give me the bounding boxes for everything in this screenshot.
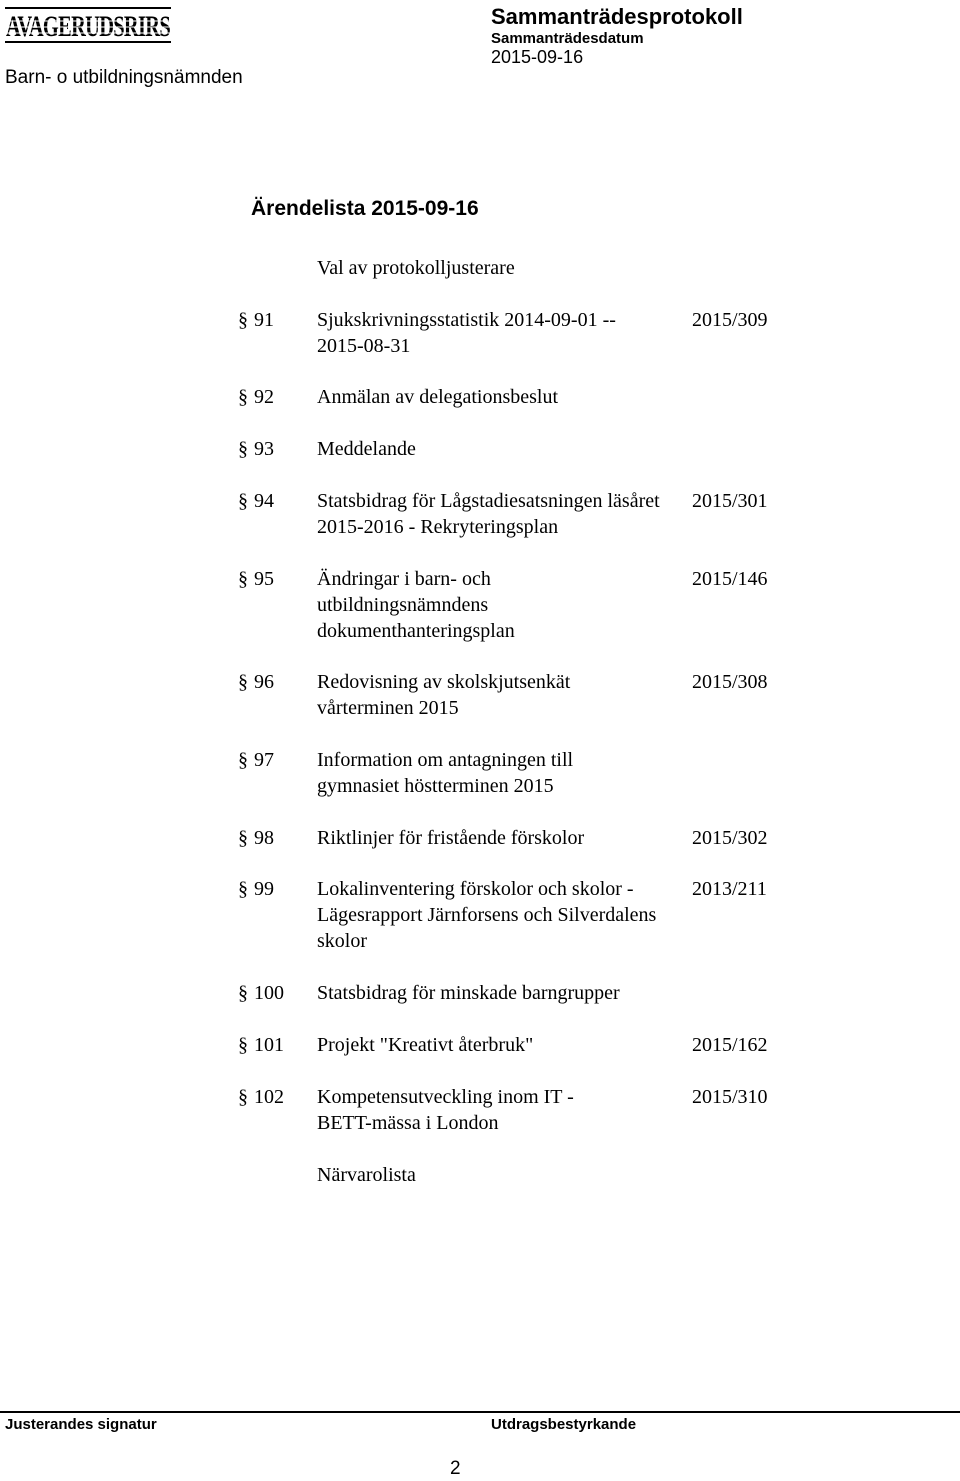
section-sign: § — [238, 878, 248, 900]
agenda-item-dnr: 2015/162 — [692, 1034, 768, 1056]
agenda-item — [238, 1032, 798, 1058]
agenda-item-title: Meddelande — [317, 438, 416, 460]
agenda-item-title: Val av protokolljusterare — [317, 257, 515, 279]
agenda-item-title: Statsbidrag för minskade barngrupper — [317, 982, 620, 1004]
document-title: Sammanträdesprotokoll — [491, 4, 743, 29]
section-sign: § — [238, 438, 248, 460]
agenda-item-number: 94 — [254, 490, 274, 512]
meeting-date-label: Sammanträdesdatum — [491, 30, 644, 47]
section-sign: § — [238, 386, 248, 408]
agenda-item — [238, 825, 798, 851]
section-sign: § — [238, 749, 248, 771]
agenda-item — [238, 1162, 798, 1188]
meeting-date-value: 2015-09-16 — [491, 47, 584, 67]
section-sign: § — [238, 1086, 248, 1108]
agenda-item-dnr: 2015/302 — [692, 827, 768, 849]
agenda-item — [238, 669, 798, 721]
agenda-item — [238, 1084, 798, 1136]
agenda-item-title: Närvarolista — [317, 1164, 416, 1186]
agenda-item — [238, 747, 798, 799]
section-sign: § — [238, 490, 248, 512]
agenda-item-title: Information om antagningen till gymnasiet höstterminen 2015 — [317, 749, 574, 797]
agenda-item-number: 99 — [254, 878, 274, 900]
agenda-item — [238, 488, 798, 540]
agenda-heading: Ärendelista 2015-09-16 — [251, 197, 479, 220]
agenda-item-dnr: 2015/310 — [692, 1086, 768, 1108]
agenda-item-dnr: 2015/301 — [692, 490, 768, 512]
agenda-item-number: 97 — [254, 749, 274, 771]
municipality-logo — [3, 3, 173, 47]
agenda-item-dnr: 2015/309 — [692, 309, 768, 331]
agenda-item — [238, 255, 798, 281]
agenda-item-title: Kompetensutveckling inom IT - BETT-mässa i London — [317, 1086, 574, 1134]
agenda-item-title: Projekt "Kreativt återbruk" — [317, 1034, 534, 1056]
section-sign: § — [238, 982, 248, 1004]
agenda-item-number: 96 — [254, 671, 274, 693]
agenda-item-number: 93 — [254, 438, 274, 460]
agenda-item — [238, 566, 798, 644]
agenda-item-number: 95 — [254, 568, 274, 590]
signature-label: Justerandes signatur — [5, 1416, 157, 1433]
agenda-item — [238, 307, 798, 359]
agenda-item — [238, 876, 798, 954]
extract-verification-label: Utdragsbestyrkande — [491, 1416, 637, 1433]
section-sign: § — [238, 1034, 248, 1056]
footer-divider — [0, 1411, 960, 1413]
agenda-item-title: Statsbidrag för Lågstadiesatsningen läsåret 2015-2016 - Rekryteringsplan — [317, 490, 660, 538]
logo-text: AVAGERUDSRIRS — [6, 10, 171, 43]
agenda-item-number: 100 — [254, 982, 284, 1004]
agenda-item-number: 102 — [254, 1086, 284, 1108]
agenda-item — [238, 384, 798, 410]
agenda-item-title: Sjukskrivningsstatistik 2014-09-01 -- 2015-08-31 — [317, 309, 616, 357]
agenda-item — [238, 436, 798, 462]
agenda-item-number: 98 — [254, 827, 274, 849]
agenda-item-title: Ändringar i barn- och utbildningsnämndens dokumenthanteringsplan — [317, 568, 515, 642]
page-number: 2 — [450, 1458, 461, 1479]
agenda-item-title: Redovisning av skolskjutsenkät vårterminen 2015 — [317, 671, 571, 719]
section-sign: § — [238, 568, 248, 590]
section-sign: § — [238, 309, 248, 331]
section-sign: § — [238, 671, 248, 693]
agenda-item-number: 101 — [254, 1034, 284, 1056]
agenda-item-dnr: 2015/308 — [692, 671, 768, 693]
agenda-item-number: 91 — [254, 309, 274, 331]
agenda-item — [238, 980, 798, 1006]
agenda-item-number: 92 — [254, 386, 274, 408]
committee-name: Barn- o utbildningsnämnden — [5, 67, 243, 88]
agenda-item-title: Lokalinventering förskolor och skolor - Lägesrapport Järnforsens och Silverdalens skolor — [317, 878, 657, 952]
section-sign: § — [238, 827, 248, 849]
agenda-item-title: Anmälan av delegationsbeslut — [317, 386, 559, 408]
agenda-item-dnr: 2013/211 — [692, 878, 767, 900]
agenda-item-dnr: 2015/146 — [692, 568, 768, 590]
agenda-item-title: Riktlinjer för fristående förskolor — [317, 827, 585, 849]
